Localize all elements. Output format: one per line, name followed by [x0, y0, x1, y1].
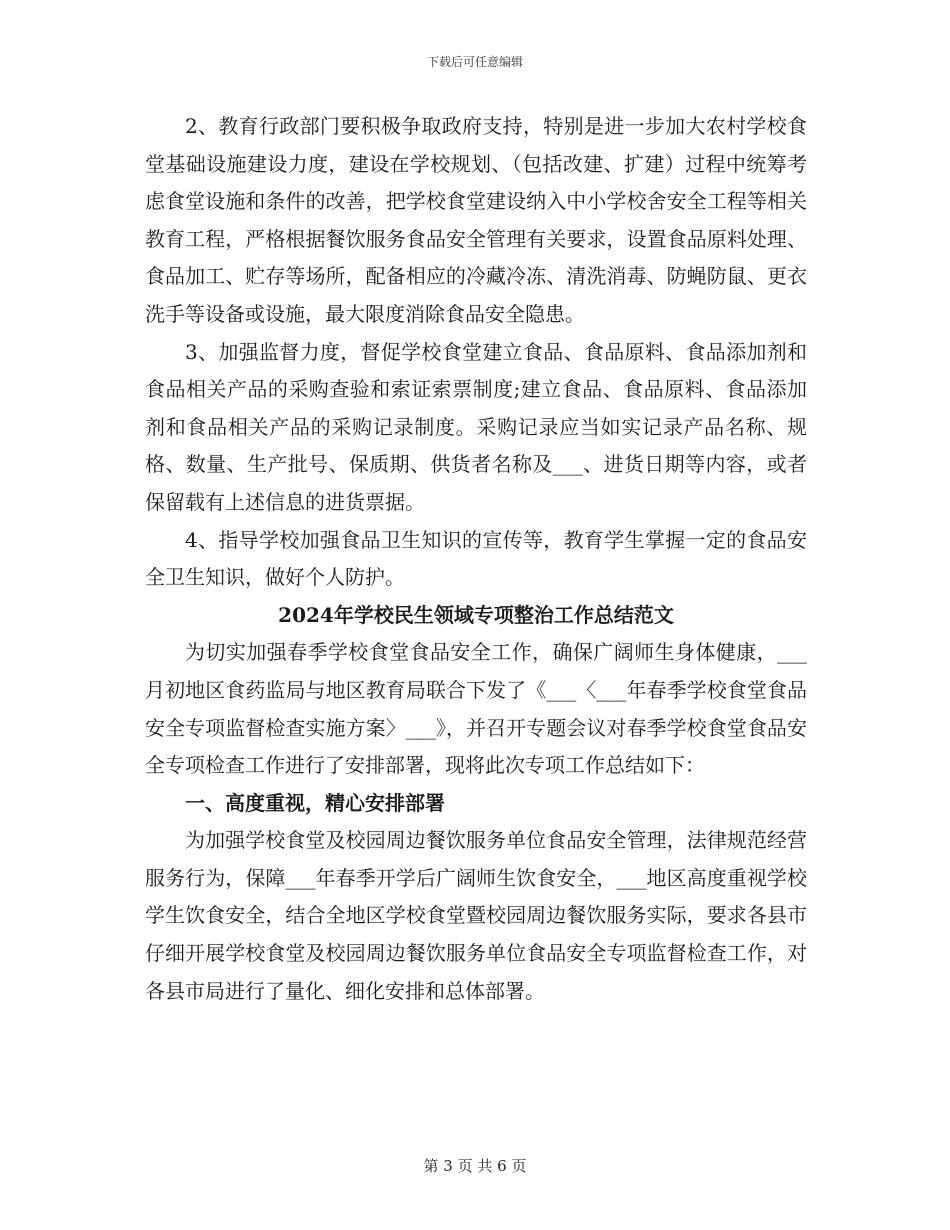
page-footer: 第 3 页 共 6 页 [423, 1157, 527, 1175]
page-header: 下载后可任意编辑 [426, 55, 523, 69]
document-body [145, 108, 807, 1010]
paragraph-item-3: 3、加强监督力度，督促学校食堂建立食品、食品原料、食品添加剂和食品相关产品的采购查验和索证索票制度;建立食品、食品原料、食品添加剂和食品相关产品的采购记录制度。采购记录应当如实记录产品名称、规格、数量、生产批号、保质期、供货者名称及___、进货日期等内容，或者保留载有上述信息的进货票据。 [145, 339, 807, 514]
document-title: 2024年学校民生领域专项整治工作总结范文 [278, 602, 674, 627]
section-1-paragraph: 为加强学校食堂及校园周边餐饮服务单位食品安全管理，法律规范经营服务行为，保障___年春季开学后广阔师生饮食安全，___地区高度重视学校学生饮食安全，结合全地区学校食堂暨校园周边餐饮服务实际，要求各县市仔细开展学校食堂及校园周边餐饮服务单位食品安全专项监督检查工作，对各县市局进行了量化、细化安排和总体部署。 [145, 828, 807, 1003]
paragraph-item-4: 4、指导学校加强食品卫生知识的宣传等，教育学生掌握一定的食品安全卫生知识，做好个人防护。 [145, 527, 807, 590]
section-heading-1: 一、高度重视，精心安排部署 [185, 790, 445, 815]
intro-paragraph: 为切实加强春季学校食堂食品安全工作，确保广阔师生身体健康，___月初地区食药监局与地区教育局联合下发了《___〈___年春季学校食堂食品安全专项监督检查实施方案〉___》，并召开专题会议对春季学校食堂食品安全专项检查工作进行了安排部署，现将此次专项工作总结如下： [145, 640, 807, 778]
paragraph-item-2: 2、教育行政部门要积极争取政府支持，特别是进一步加大农村学校食堂基础设施建设力度，建设在学校规划、（包括改建、扩建）过程中统筹考虑食堂设施和条件的改善，把学校食堂建设纳入中小学校舍安全工程等相关教育工程，严格根据餐饮服务食品安全管理有关要求，设置食品原料处理、食品加工、贮存等场所，配备相应的冷藏冷冻、清洗消毒、防蝇防鼠、更衣洗手等设备或设施，最大限度消除食品安全隐患。 [145, 114, 807, 326]
